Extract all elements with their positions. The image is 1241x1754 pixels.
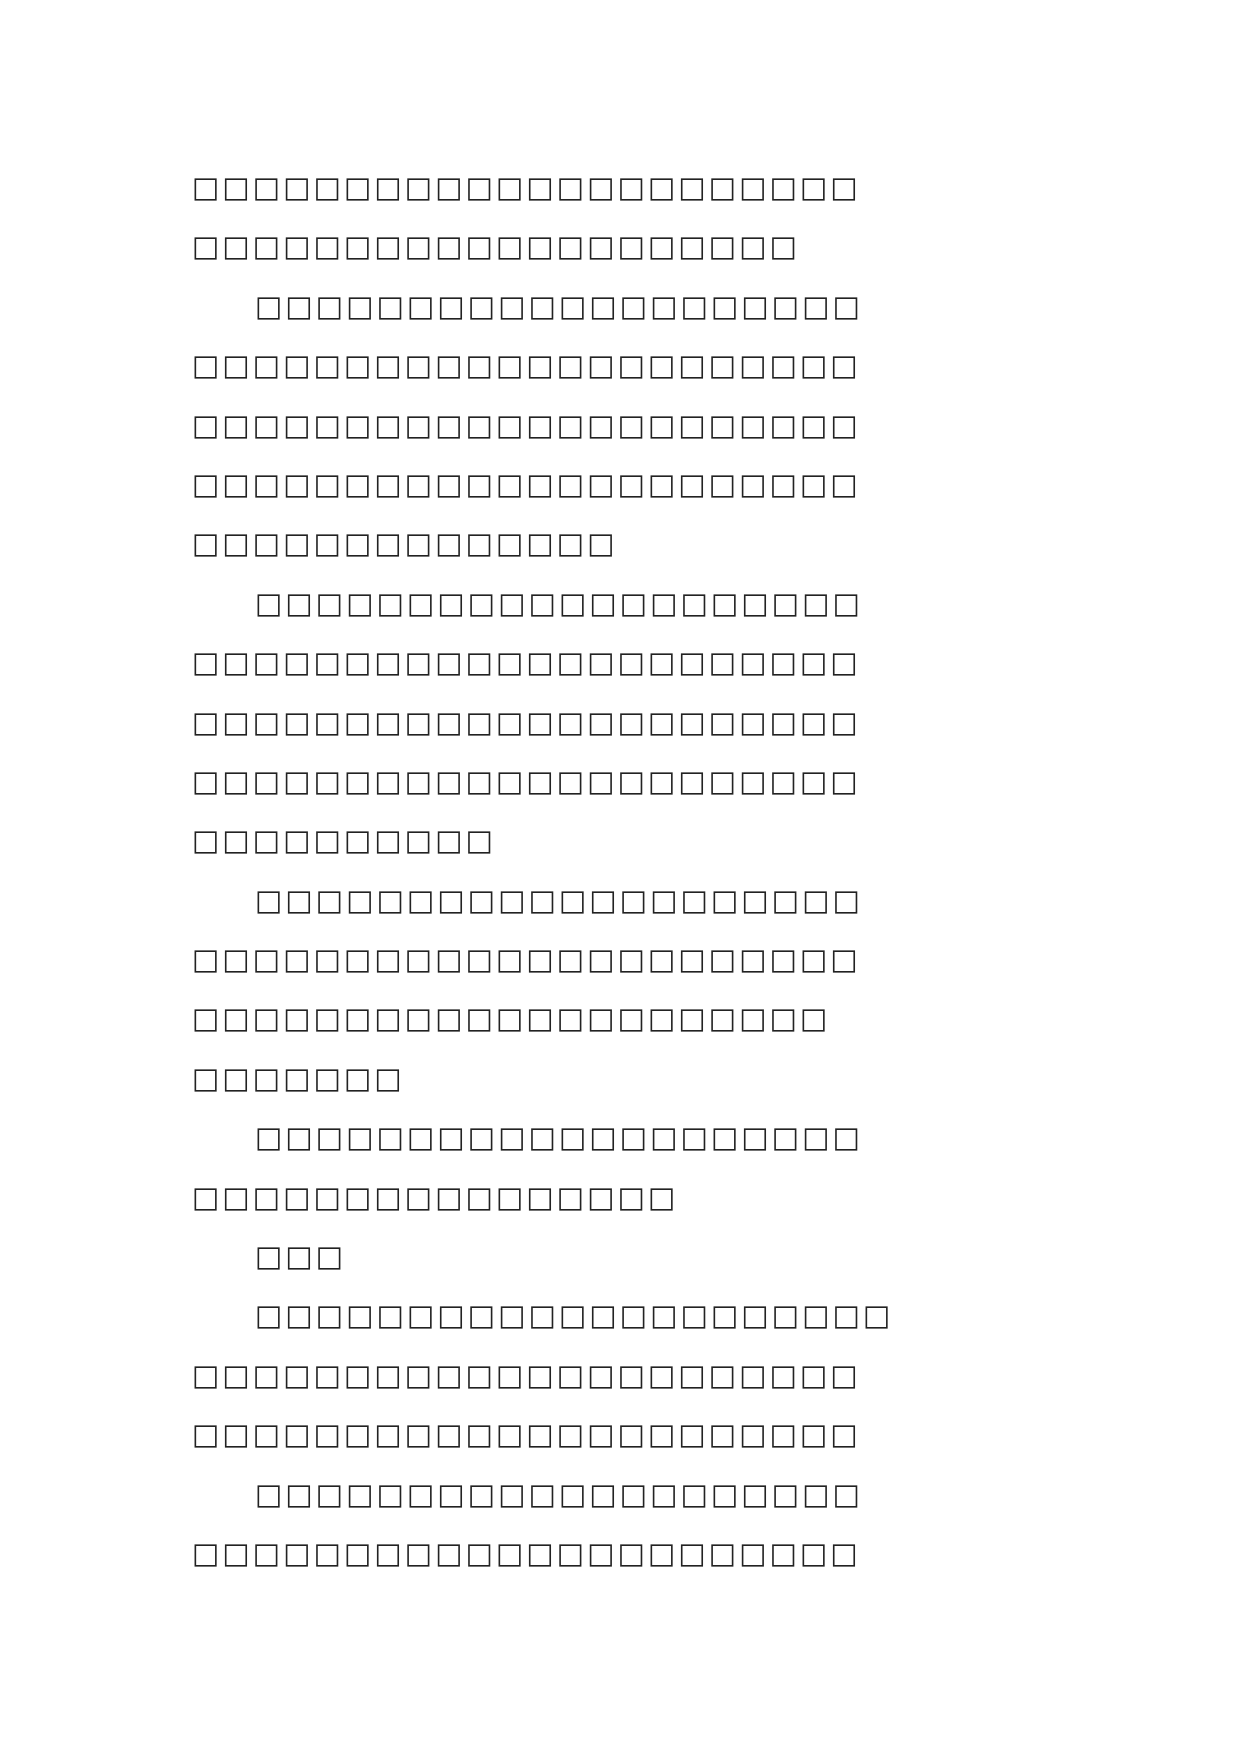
text-line: □□□□□□□□□□□□□□□□□□□□□□ [192,645,861,680]
text-line: □□□□□□□□□□□□□□□□□□□□□□ [192,763,861,798]
text-line: □□□□□□□□□□□□□□□□□□□□□□ [192,407,861,442]
text-line: □□□□□□□□□□□□□□□□□□□□□□ [192,704,861,739]
text-line: □□□□□□□□□□□□□□□□□□□□□□ [192,1357,861,1392]
text-line: □□□□□□□ [192,1060,405,1095]
text-line: □□□□□□□□□□□□□□□□□□□□□ [192,1001,831,1036]
text-line: □□□□□□□□□□ [192,823,496,858]
text-line: □□□□□□□□□□□□□□□□□□□□ [255,1120,863,1155]
text-line: □□□□□□□□□□□□□□□□□□□□□□ [192,466,861,501]
text-line: □□□□□□□□□□□□□□□□□□□□ [255,1476,863,1511]
text-line: □□□□□□□□□□□□□□□□□□□□□□ [192,942,861,977]
text-line: □□□□□□□□□□□□□□□□□□□□ [255,882,863,917]
text-line: □□□□□□□□□□□□□□□□□□□□ [192,229,800,264]
text-line: □□□□□□□□□□□□□□□□□□□□□□ [192,170,861,204]
text-line: □□□□□□□□□□□□□□□□□□□□ [255,288,863,323]
text-line: □□□□□□□□□□□□□□□□□□□□□□ [192,348,861,383]
text-line: □□□□□□□□□□□□□□ [192,526,618,561]
text-line: □□□□□□□□□□□□□□□□□□□□□□ [192,1417,861,1452]
text-line: □□□□□□□□□□□□□□□□ [192,1179,679,1214]
text-line: □□□□□□□□□□□□□□□□□□□□□□ [192,1535,861,1570]
text-line: □□□□□□□□□□□□□□□□□□□□ [255,585,863,620]
document-body [192,158,1052,1583]
text-line: □□□□□□□□□□□□□□□□□□□□□ [255,1298,894,1333]
text-line: □□□ [255,1239,347,1274]
